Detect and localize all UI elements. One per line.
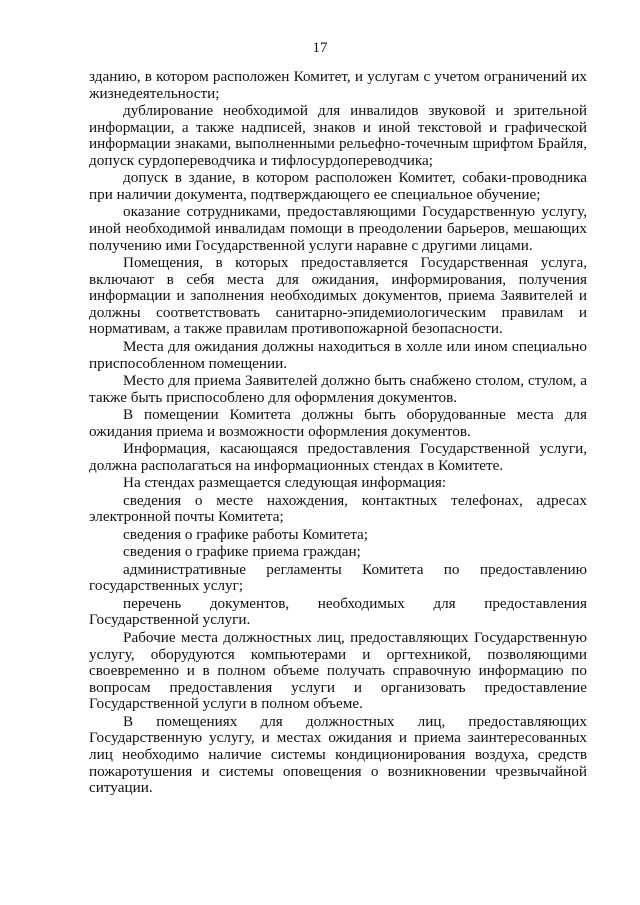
paragraph-1: зданию, в котором расположен Комитет, и услугам с учетом ограничений их жизнедеятельности; [89,68,587,102]
body-text [89,69,587,798]
paragraph-2: дублирование необходимой для инвалидов звуковой и зрительной информации, а также надписей, знаков и иной текстовой и графической информации знаками, выполненными рельефно-точечным шрифтом Брайля, допуск сурдопереводчика и тифлосурдопереводчика; [89,102,587,169]
paragraph-14: административные регламенты Комитета по предоставлению государственных услуг; [89,560,587,595]
paragraph-6: Места для ожидания должны находиться в холле или ином специально приспособленном помещении. [89,337,587,372]
paragraph-8: В помещении Комитета должны быть оборудованные места для ожидания приема и возможности оформления документов. [89,406,587,440]
paragraph-11: сведения о месте нахождения, контактных телефонах, адресах электронной почты Комитета; [89,491,587,526]
paragraph-15: перечень документов, необходимых для предоставления Государственной услуги. [89,594,587,629]
paragraph-17: В помещениях для должностных лиц, предоставляющих Государственную услугу, и местах ожидания и приема заинтересованных лиц необходимо наличие системы кондиционирования воздуха, средств пожаротушения и системы оповещения о возникновении чрезвычайной ситуации. [89,712,587,797]
paragraph-9: Информация, касающаяся предоставления Государственной услуги, должна располагаться на информационных стендах в Комитете. [89,440,587,474]
paragraph-13: сведения о графике приема граждан; [123,543,361,561]
paragraph-7: Место для приема Заявителей должно быть снабжено столом, стулом, а также быть приспособлено для оформления документов. [89,372,587,406]
paragraph-10: На стендах размещается следующая информация: [123,474,447,492]
paragraph-16: Рабочие места должностных лиц, предоставляющих Государственную услугу, оборудуются компьютерами и оргтехникой, позволяющими своевременно и в полном объеме получать справочную информацию по вопросам предоставления услуги и организовать предоставление Государственной услуги в полном объеме. [89,628,587,713]
paragraph-3: допуск в здание, в котором расположен Комитет, собаки-проводника при наличии документа, подтверждающего ее специальное обучение; [89,169,587,203]
paragraph-12: сведения о графике работы Комитета; [123,525,369,543]
paragraph-4: оказание сотрудниками, предоставляющими Государственную услугу, иной необходимой инвалидам помощи в преодолении барьеров, мешающих получению ими Государственной услуги наравне с другими лицами. [89,203,587,254]
page-number: 17 [312,40,328,56]
paragraph-5: Помещения, в которых предоставляется Государственная услуга, включают в себя места для ожидания, информирования, получения информации и заполнения необходимых документов, приема Заявителей и должны соответствовать санитарно-эпидемиологическим правилам и нормативам, а также правилам противопожарной безопасности. [89,254,587,338]
